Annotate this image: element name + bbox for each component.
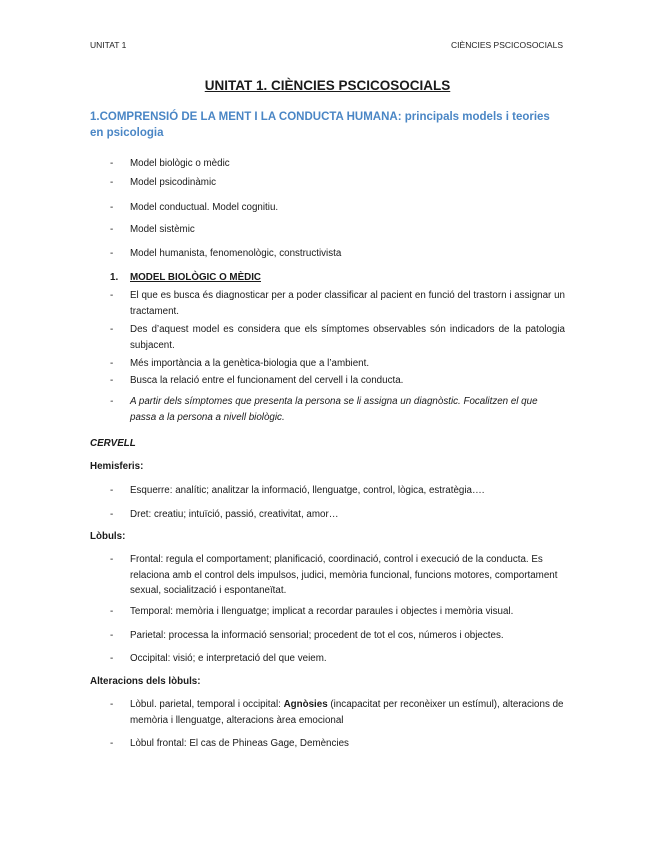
cervell-heading: CERVELL xyxy=(90,438,136,449)
document-page: UNITAT 1 CIÈNCIES PSCICOSOCIALS UNITAT 1. CIÈNCIES PSCICOSOCIALS 1.COMPRENSIÓ DE LA MENT I LA CONDUCTA HUMANA: principals models i teories en psicologia - Model biològic o mèdic - Model psicodinàmic - Model conductual. Model cognitiu. - Model sistèmic - Model humanista, fenomenològic, constructivista 1. MODEL BIOLÒGIC O MÈDIC - El que es busca és diagnosticar per a poder classificar al pacient en funció del trastorn i assignar un tractament. - Des d’aquest model es considera que els símptomes observables són indicadors de la patologia subjacent. - Més importància a la genètica-biologia que a l’ambient. - Busca la relació entre el funcionament del cervell i la conducta. - A partir dels símptomes que presenta la persona se li assigna un diagnòstic. Focalitzen el que passa a la persona a nivell biològic. CERVELL Hemisferis: - Esquerre: analític; analitzar la informació, llenguatge, control, lògica, estratègia…. - Dret: creatiu; intuïció, passió, creativitat, amor… Lòbuls: - Frontal: regula el comportament; planificació, coordinació, control i execució de la conducta. Es relaciona amb el control dels impulsos, judici, memòria funcional, funcions motores, comportament sexual, socialització i espontaneïtat. - Temporal: memòria i llenguatge; implicat a recordar paraules i objectes i memòria visual. - Parietal: processa la informació sensorial; procedent de tot el cos, números i objectes. - Occipital: visió; e interpretació del que veiem. Alteracions dels lòbuls: - Lòbul. parietal, temporal i occipital: Agnòsies (incapacitat per reconèixer un estímul), alteracions de memòria i llenguatge, alteracions àrea emocional - Lòbul frontal: El cas de Phineas Gage, Demències xyxy=(0,0,655,848)
lobuls-label: Lòbuls: xyxy=(90,531,126,542)
alteracions-label: Alteracions dels lòbuls: xyxy=(90,676,201,687)
section-heading: 1.COMPRENSIÓ DE LA MENT I LA CONDUCTA HUMANA: principals models i teories en psicologia xyxy=(90,111,550,139)
header-right: CIÈNCIES PSCICOSOCIALS xyxy=(451,40,563,50)
header-left: UNITAT 1 xyxy=(90,40,127,50)
hemisferis-label: Hemisferis: xyxy=(90,461,144,472)
page-title: UNITAT 1. CIÈNCIES PSCICOSOCIALS xyxy=(204,78,451,93)
